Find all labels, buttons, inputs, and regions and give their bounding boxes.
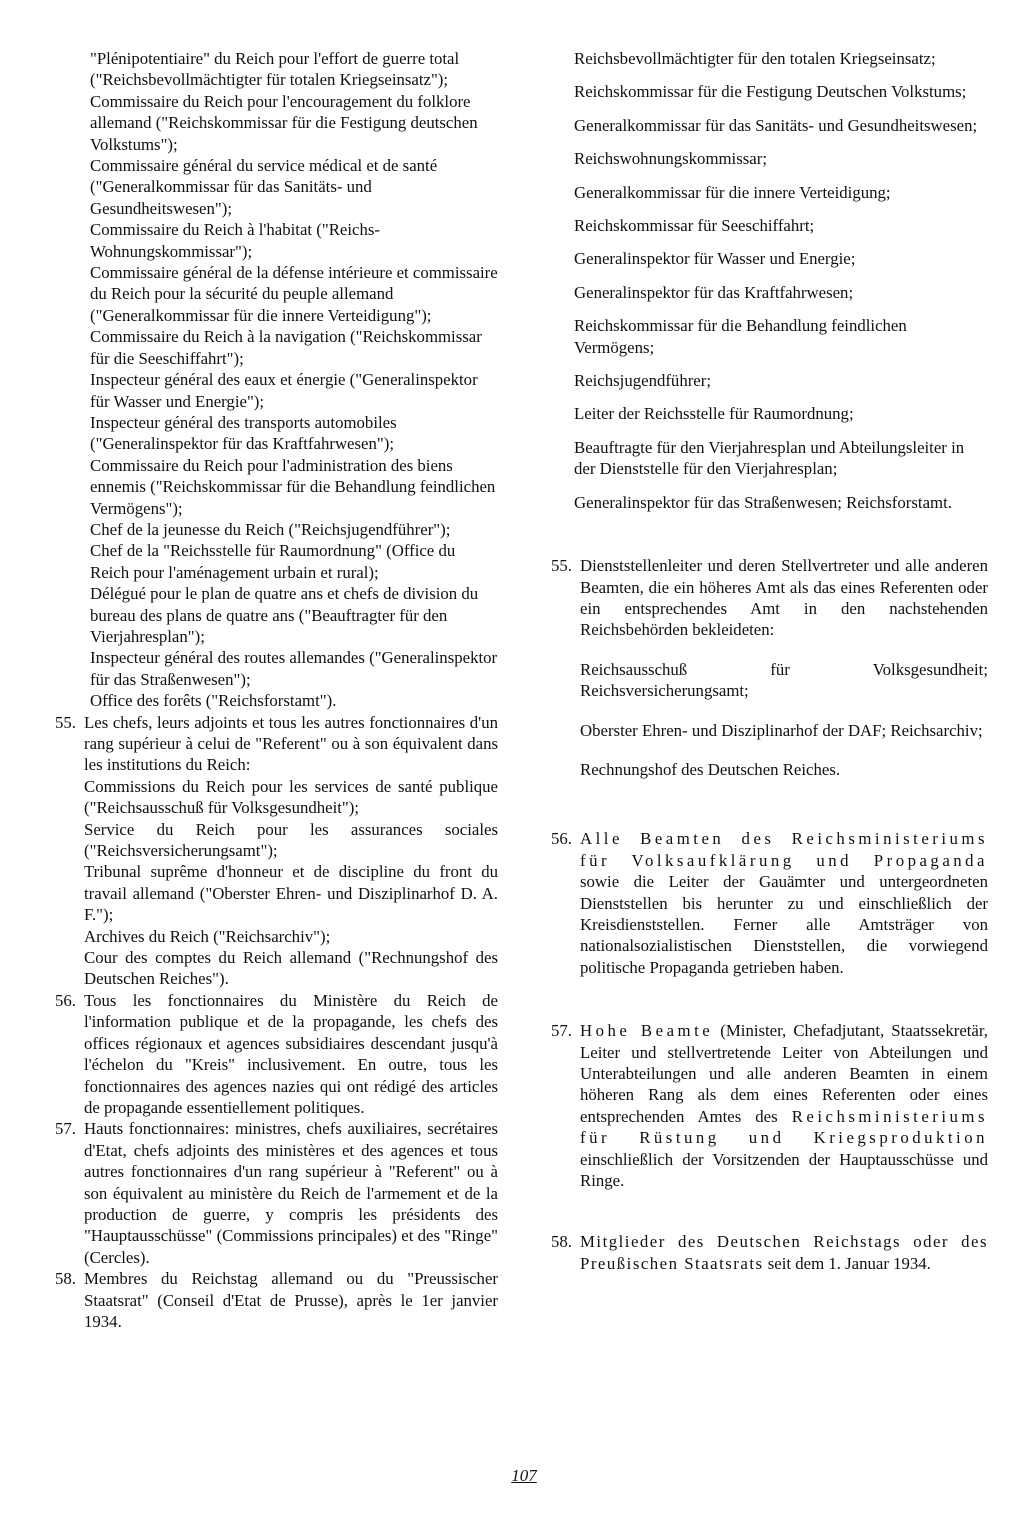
entry-55-fr xyxy=(55,712,498,990)
entry-text: Hauts fonctionnaires: ministres, chefs auxiliaires, secrétaires d'Etat, chefs adjoints des ministères et des agences et tous autres fonctionnaires d'un rang supérieur à "Referent" ou à son équivalent au ministère du Reich de l'armement et de la production de guerre, y compris les présidents des "Hauptausschüsse" (Commissions principales) et des "Ringe" (Cercles). xyxy=(84,1119,498,1267)
entry-lead: Alle Beamten des Reichsministeriums für Volksaufklärung und Propaganda xyxy=(580,829,988,870)
entry-rest-2: einschließlich der Vorsitzenden der Hauptausschüsse und Ringe. xyxy=(580,1149,988,1191)
entry-58-fr xyxy=(55,1268,498,1332)
list-item: Beauftragte für den Vierjahresplan und Abteilungsleiter in der Dienststelle für den Vierjahresplan; xyxy=(574,437,965,479)
list-item: Reichskommissar für die Behandlung feindlichen Vermögens; xyxy=(574,316,907,357)
entry-number: 55. xyxy=(55,712,76,732)
list-item: Reichsjugendführer; xyxy=(574,371,712,391)
list-item: Tribunal suprême d'honneur et de discipline du front du travail allemand ("Oberster Ehren- und Disziplinarhof D. A. F."); xyxy=(84,862,498,925)
list-item: Rechnungshof des Deutschen Reiches. xyxy=(580,759,841,779)
entry-lead: Mitglieder des Deutschen Reichstags oder des Preußischen Staatsrats xyxy=(580,1232,988,1273)
list-item: Generalinspektor für das Kraftfahrwesen; xyxy=(574,282,854,302)
list-item: Inspecteur général des transports automobiles ("Generalinspektor für das Kraftfahrwesen"); xyxy=(90,412,397,454)
entry-text: Les chefs, leurs adjoints et tous les autres fonctionnaires d'un rang supérieur à celui de "Referent" ou à son équivalent dans les institutions du Reich: xyxy=(84,712,498,775)
list-item: Oberster Ehren- und Disziplinarhof der DAF; Reichsarchiv; xyxy=(580,720,983,740)
list-item: Reichsbevollmächtigter für den totalen Kriegseinsatz; xyxy=(574,49,936,68)
entry-rest: seit dem 1. Januar 1934. xyxy=(767,1253,931,1273)
entry-lead-2: Reichsministeriums für Rüstung und Kriegsproduktion xyxy=(580,1106,989,1148)
list-item: Generalkommissar für das Sanitäts- und Gesundheitswesen; xyxy=(574,115,978,135)
entry-text: Dienststellenleiter und deren Stellvertreter und alle anderen Beamten, die ein höheres Amt als das eines Referenten oder ein entsprechendes Amt in den nachstehenden Reichsbehörden bekleideten: xyxy=(580,556,988,640)
entry-number: 56. xyxy=(551,829,572,849)
entry-text xyxy=(580,1020,988,1191)
entry-text xyxy=(580,1231,988,1274)
list-item: Commissaire du Reich pour l'encouragement du folklore allemand ("Reichskommissar für die Festigung deutschen Volkstums"); xyxy=(90,91,478,154)
left-intro-list xyxy=(90,48,498,712)
entry-number: 56. xyxy=(55,990,76,1010)
list-item: Commissaire du Reich à la navigation ("Reichskommissar für die Seeschiffahrt"); xyxy=(90,327,482,368)
list-item: Reichsausschuß für Volksgesundheit; Reichsversicherungsamt; xyxy=(580,659,988,701)
left-column xyxy=(55,48,498,1332)
list-item: Inspecteur général des eaux et énergie ("Generalinspektor für Wasser und Energie"); xyxy=(90,370,478,411)
entry-rest: sowie die Leiter der Gauämter und untergeordneten Dienststellen bis herunter zu und einschließlich der Kreisdienststellen. Ferner alle Amtsträger von nationalsozialistischen Dienststellen, die vorwiegend politische Propaganda getrieben haben. xyxy=(580,872,988,977)
page-number: 107 xyxy=(511,1466,537,1485)
entry-number: 57. xyxy=(55,1119,76,1139)
list-item: Commissaire général du service médical et de santé ("Generalkommissar für das Sanitäts- und Gesundheitswesen"); xyxy=(90,156,438,218)
entry-56-fr xyxy=(55,990,498,1118)
list-item: Commissaire général de la défense intérieure et commissaire du Reich pour la sécurité du peuple allemand ("Generalkommissar für die innere Verteidigung"); xyxy=(90,263,498,325)
entry-text xyxy=(580,828,988,978)
list-item: Generalinspektor für das Straßenwesen; Reichsforstamt. xyxy=(574,492,952,512)
list-item: Inspecteur général des routes allemandes ("Generalinspektor für das Straßenwesen"); xyxy=(90,648,498,689)
entry-lead: Hohe Beamte xyxy=(580,1021,714,1041)
list-item: Office des forêts ("Reichsforstamt"). xyxy=(90,691,337,711)
list-item: Reichskommissar für die Festigung Deutschen Volkstums; xyxy=(574,82,967,102)
list-item: Délégué pour le plan de quatre ans et chefs de division du bureau des plans de quatre ans ("Beauftragter für den Vierjahresplan"); xyxy=(90,584,479,646)
list-item: Archives du Reich ("Reichsarchiv"); xyxy=(84,926,331,946)
list-item: Commissaire du Reich à l'habitat ("Reichs-Wohnungskommissar"); xyxy=(90,220,380,261)
entry-number: 58. xyxy=(55,1269,76,1289)
list-item: Generalinspektor für Wasser und Energie; xyxy=(574,249,856,269)
list-item: Reichswohnungskommissar; xyxy=(574,149,767,169)
entry-55-de xyxy=(538,555,988,780)
entry-text: Membres du Reichstag allemand ou du "Preussischer Staatsrat" (Conseil d'Etat de Prusse), après le 1er janvier 1934. xyxy=(84,1269,498,1331)
list-item: Service du Reich pour les assurances sociales ("Reichsversicherungsamt"); xyxy=(84,819,498,861)
right-column xyxy=(538,48,988,1274)
list-item: Leiter der Reichsstelle für Raumordnung; xyxy=(574,404,854,424)
entry-56-de xyxy=(538,828,988,978)
list-item: Commissions du Reich pour les services de santé publique ("Reichsausschuß für Volksgesundheit"); xyxy=(84,776,498,818)
entry-57-fr xyxy=(55,1118,498,1268)
list-item: "Plénipotentiaire" du Reich pour l'effort de guerre total ("Reichsbevollmächtigter für totalen Kriegseinsatz"); xyxy=(90,49,460,90)
entry-number: 57. xyxy=(551,1021,572,1041)
list-item: Chef de la "Reichsstelle für Raumordnung" (Office du Reich pour l'aménagement urbain et rural); xyxy=(90,541,456,582)
list-item: Generalkommissar für die innere Verteidigung; xyxy=(574,182,891,202)
right-intro-list xyxy=(538,48,988,513)
list-item: Commissaire du Reich pour l'administration des biens ennemis ("Reichskommissar für die Behandlung feindlichen Vermögens"); xyxy=(90,455,496,518)
entry-text: Tous les fonctionnaires du Ministère du Reich de l'information publique et de la propagande, les chefs des offices régionaux et agences subsidiaires descendant jusqu'à l'échelon du "Kreis" inclusivement. En outre, tous les fonctionnaires des agences nazies qui ont rédigé des articles de propagande essentiellement politiques. xyxy=(84,990,498,1117)
entry-number: 58. xyxy=(551,1232,572,1252)
list-item: Cour des comptes du Reich allemand ("Rechnungshof des Deutschen Reiches"). xyxy=(84,948,498,989)
entry-rest: (Minister, Chefadjutant, Staatssekretär, Leiter und stellvertretende Leiter von Abteilungen und Unterabteilungen und alle anderen Beamten in einem höheren Rang als dem eines Referenten oder eines entsprechenden Amtes des xyxy=(580,1021,988,1126)
list-item: Chef de la jeunesse du Reich ("Reichsjugendführer"); xyxy=(90,519,451,539)
entry-58-de xyxy=(538,1231,988,1274)
list-item: Reichskommissar für Seeschiffahrt; xyxy=(574,216,815,236)
entry-57-de xyxy=(538,1020,988,1191)
entry-number: 55. xyxy=(551,556,572,576)
